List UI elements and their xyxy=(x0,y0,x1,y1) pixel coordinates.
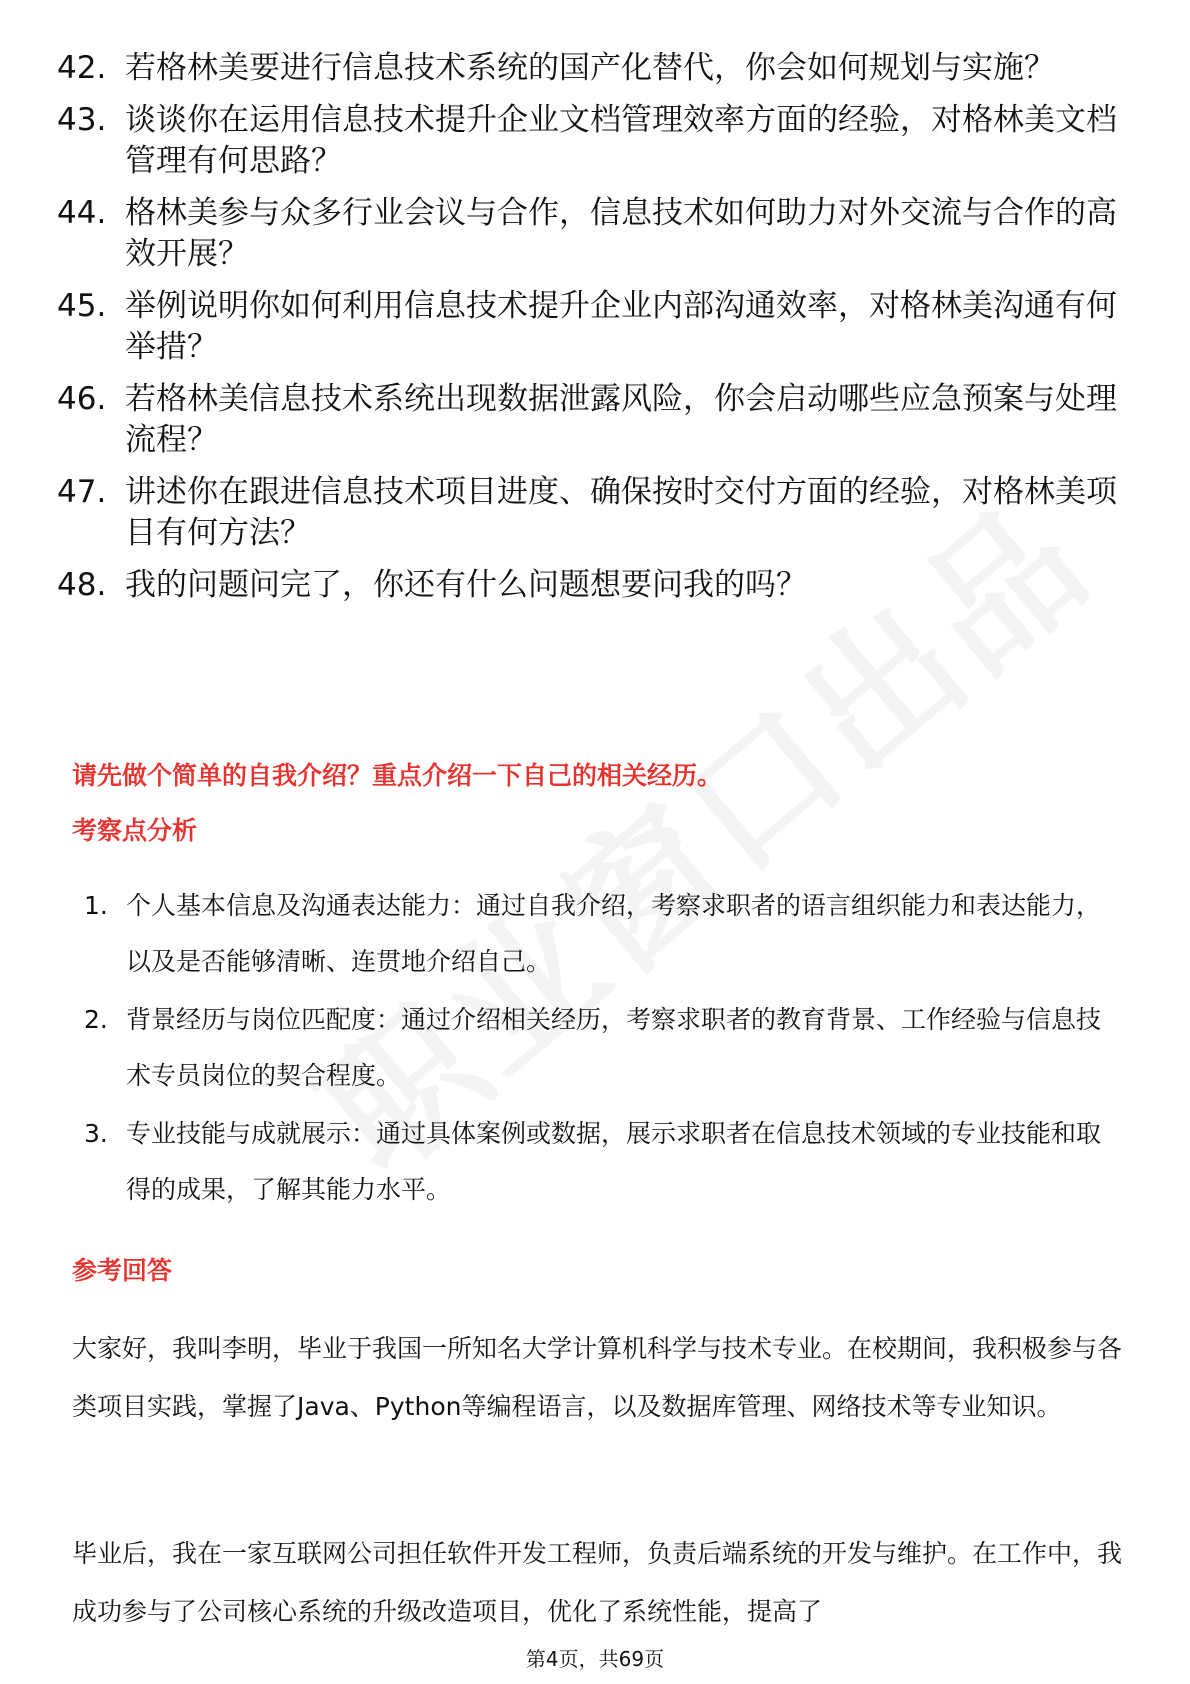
analysis-list xyxy=(84,878,1124,1220)
question-list xyxy=(57,48,1137,617)
question-number: 43. xyxy=(57,102,107,138)
analysis-text: 背景经历与岗位匹配度：通过介绍相关经历，考察求职者的教育背景、工作经验与信息技术专员岗位的契合程度。 xyxy=(126,1005,1102,1090)
question-number: 44. xyxy=(57,195,107,231)
reference-answer-heading: 参考回答 xyxy=(72,1256,173,1285)
analysis-number: 1. xyxy=(84,891,108,920)
analysis-text: 专业技能与成就展示：通过具体案例或数据，展示求职者在信息技术领域的专业技能和取得的成果，了解其能力水平。 xyxy=(126,1119,1102,1204)
analysis-number: 3. xyxy=(84,1119,108,1148)
question-item xyxy=(57,193,1137,275)
question-text: 我的问题问完了，你还有什么问题想要问我的吗？ xyxy=(125,567,807,603)
question-text: 若格林美要进行信息技术系统的国产化替代，你会如何规划与实施？ xyxy=(125,50,1055,86)
question-text: 格林美参与众多行业会议与合作，信息技术如何助力对外交流与合作的高效开展？ xyxy=(125,195,1117,272)
analysis-item xyxy=(84,1106,1124,1218)
page-footer: 第4页，共69页 xyxy=(525,1647,665,1671)
answer-paragraph: 毕业后，我在一家互联网公司担任软件开发工程师，负责后端系统的开发与维护。在工作中，我成功参与了公司核心系统的升级改造项目，优化了系统性能，提高了 xyxy=(72,1539,1123,1626)
analysis-item xyxy=(84,992,1124,1104)
question-text: 举例说明你如何利用信息技术提升企业内部沟通效率，对格林美沟通有何举措？ xyxy=(125,288,1117,365)
question-number: 46. xyxy=(57,381,107,417)
question-item xyxy=(57,565,1137,606)
question-item xyxy=(57,48,1137,89)
question-number: 48. xyxy=(57,567,107,603)
question-text: 谈谈你在运用信息技术提升企业文档管理效率方面的经验，对格林美文档管理有何思路？ xyxy=(125,102,1117,179)
question-item xyxy=(57,472,1137,554)
question-text: 讲述你在跟进信息技术项目进度、确保按时交付方面的经验，对格林美项目有何方法？ xyxy=(125,474,1117,551)
question-item xyxy=(57,100,1137,182)
interview-question-heading: 请先做个简单的自我介绍？重点介绍一下自己的相关经历。 xyxy=(72,761,723,790)
analysis-text: 个人基本信息及沟通表达能力：通过自我介绍，考察求职者的语言组织能力和表达能力，以及是否能够清晰、连贯地介绍自己。 xyxy=(126,891,1102,976)
question-item xyxy=(57,379,1137,461)
question-number: 47. xyxy=(57,474,107,510)
question-text: 若格林美信息技术系统出现数据泄露风险，你会启动哪些应急预案与处理流程？ xyxy=(125,381,1117,458)
question-number: 42. xyxy=(57,50,107,86)
analysis-item xyxy=(84,878,1124,990)
question-number: 45. xyxy=(57,288,107,324)
answer-paragraph: 大家好，我叫李明，毕业于我国一所知名大学计算机科学与技术专业。在校期间，我积极参与各类项目实践，掌握了Java、Python等编程语言，以及数据库管理、网络技术等专业知识。 xyxy=(72,1334,1123,1421)
analysis-heading: 考察点分析 xyxy=(72,816,198,845)
analysis-number: 2. xyxy=(84,1005,108,1034)
question-item xyxy=(57,286,1137,368)
